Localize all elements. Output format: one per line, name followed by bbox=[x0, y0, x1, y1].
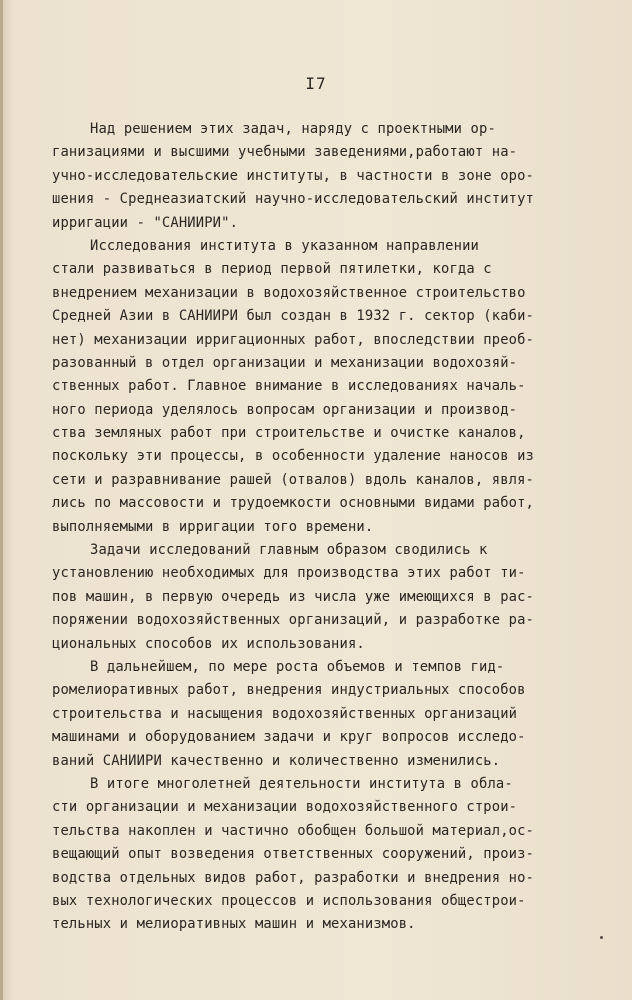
text-line: ваний САНИИРИ качественно и количественно изменились. bbox=[52, 752, 501, 769]
text-line: нет) механизации ирригационных работ, впоследствии преоб- bbox=[52, 331, 535, 348]
text-line: поскольку эти процессы, в особенности удаление наносов из bbox=[52, 448, 535, 465]
text-line: сти организации и механизации водохозяйственного строи- bbox=[52, 799, 518, 816]
text-line: сети и разравнивание рашей (отвалов) вдоль каналов, явля- bbox=[52, 471, 535, 488]
text-line: пов машин, в первую очередь из числа уже имеющихся в рас- bbox=[52, 588, 535, 605]
text-line: установлению необходимых для производства этих работ ти- bbox=[52, 565, 526, 582]
text-line: учно-исследовательские институты, в частности в зоне оро- bbox=[52, 167, 535, 184]
text-line: строительства и насыщения водохозяйственных организаций bbox=[52, 705, 518, 722]
text-line: машинами и оборудованием задачи и круг вопросов исследо- bbox=[52, 729, 526, 746]
text-line: ирригации - "САНИИРИ". bbox=[52, 214, 239, 231]
text-line: внедрением механизации в водохозяйственное строительство bbox=[52, 284, 526, 301]
body-text bbox=[52, 118, 535, 937]
text-line: Над решением этих задач, наряду с проектными ор- bbox=[90, 121, 496, 137]
text-line: ственных работ. Главное внимание в исследованиях началь- bbox=[52, 378, 526, 395]
text-line: ромелиоративных работ, внедрения индустриальных способов bbox=[52, 682, 526, 699]
text-line: ного периода уделялось вопросам организации и производ- bbox=[52, 401, 518, 418]
text-line: шения - Среднеазиатский научно-исследовательский институт bbox=[52, 191, 535, 208]
page-number: I7 bbox=[305, 74, 327, 93]
text-line: стали развиваться в период первой пятилетки, когда с bbox=[52, 261, 492, 278]
text-line: тельства накоплен и частично обобщен большой материал,ос- bbox=[52, 822, 535, 839]
text-line: ганизациями и высшими учебными заведениями,работают на- bbox=[52, 144, 518, 161]
text-line: Исследования института в указанном направлении bbox=[90, 237, 479, 254]
page-edge-shadow bbox=[0, 0, 3, 1000]
text-line: лись по массовости и трудоемкости основными видами работ, bbox=[52, 495, 535, 512]
text-line: циональных способов их использования. bbox=[52, 635, 365, 652]
text-line: вещающий опыт возведения ответственных сооружений, произ- bbox=[52, 846, 535, 863]
text-line: поряжении водохозяйственных организаций, и разработке ра- bbox=[52, 612, 535, 629]
text-line: В итоге многолетней деятельности института в обла- bbox=[90, 775, 513, 792]
text-line: Задачи исследований главным образом сводились к bbox=[90, 542, 488, 559]
ink-speck bbox=[600, 936, 603, 939]
text-line: вых технологических процессов и использования общестрои- bbox=[52, 892, 526, 909]
text-line: выполняемыми в ирригации того времени. bbox=[52, 518, 374, 535]
text-line: В дальнейшем, по мере роста объемов и темпов гид- bbox=[90, 658, 505, 675]
text-line: ства земляных работ при строительстве и очистке каналов, bbox=[52, 425, 526, 442]
text-line: водства отдельных видов работ, разработки и внедрения но- bbox=[52, 869, 535, 886]
text-line: тельных и мелиоративных машин и механизмов. bbox=[52, 916, 416, 933]
text-line: разованный в отдел организации и механизации водохозяй- bbox=[52, 354, 518, 371]
text-line: Средней Азии в САНИИРИ был создан в 1932 г. сектор (каби- bbox=[52, 308, 535, 325]
